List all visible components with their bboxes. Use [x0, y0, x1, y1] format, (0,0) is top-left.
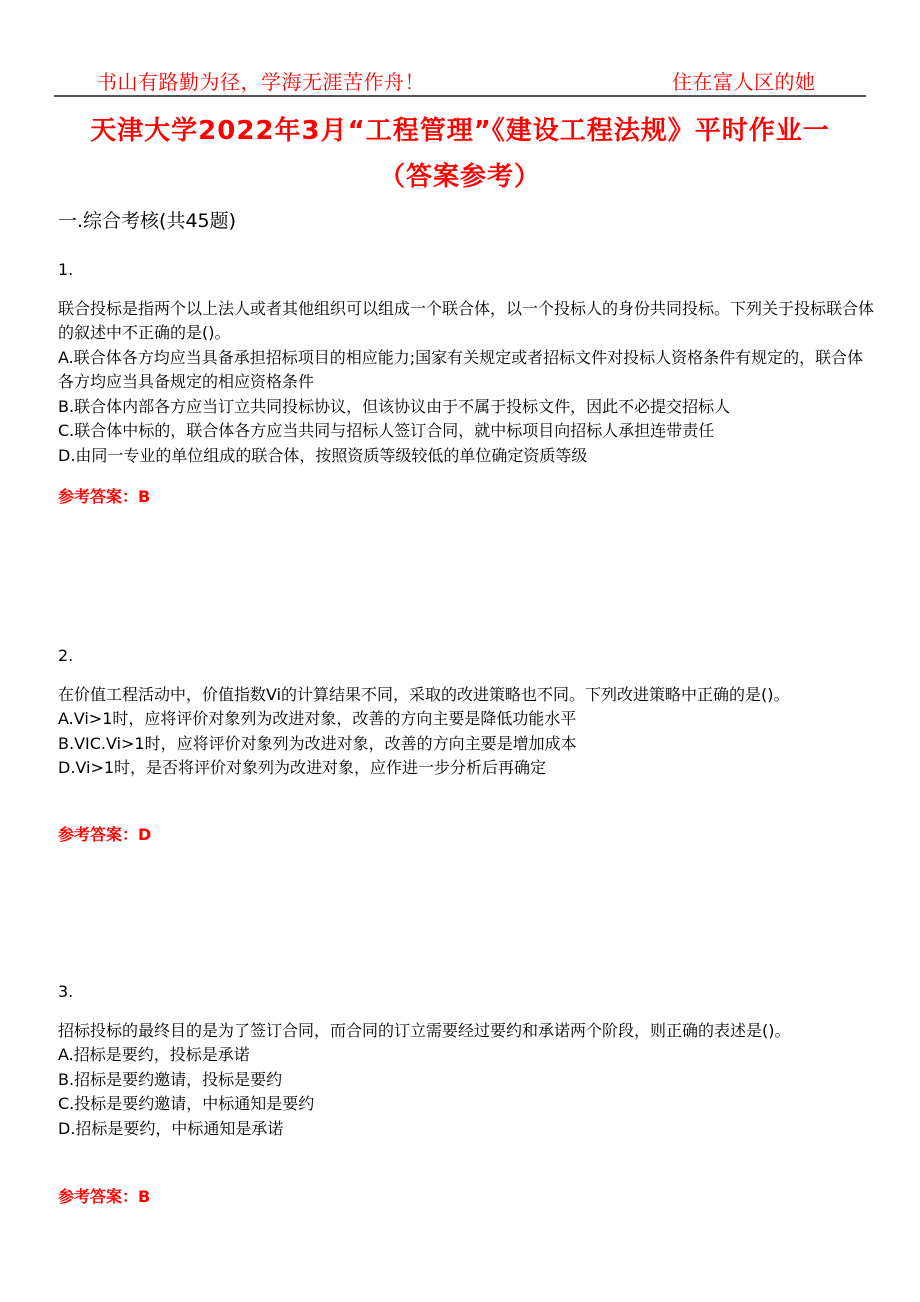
question-3	[58, 980, 878, 1141]
option-d: D.招标是要约，中标通知是承诺	[58, 1118, 284, 1138]
question-stem: 联合投标是指两个以上法人或者其他组织可以组成一个联合体，以一个投标人的身份共同投标。下列关于投标联合体的叙述中不正确的是()。	[58, 298, 875, 342]
question-number: 3.	[58, 982, 74, 1001]
option-c: C.联合体中标的，联合体各方应当共同与招标人签订合同，就中标项目向招标人承担连带责任	[58, 421, 715, 440]
option-c: C.投标是要约邀请，中标通知是要约	[58, 1094, 315, 1113]
question-2	[58, 644, 878, 781]
question-number: 1.	[58, 260, 74, 279]
answer-3: 参考答案：B	[58, 1187, 151, 1206]
option-a: A.联合体各方均应当具备承担招标项目的相应能力;国家有关规定或者招标文件对投标人资格条件有规定的，联合体各方均应当具备规定的相应资格条件	[58, 347, 864, 391]
option-a: A.Vi>1时，应将评价对象列为改进对象，改善的方向主要是降低功能水平	[58, 709, 577, 728]
question-stem: 招标投标的最终目的是为了签订合同，而合同的订立需要经过要约和承诺两个阶段，则正确的表述是()。	[58, 1020, 791, 1040]
header-author: 住在富人区的她	[672, 70, 816, 94]
section-heading: 一.综合考核(共45题)	[58, 210, 237, 232]
option-b: B.VIC.Vi>1时，应将评价对象列为改进对象，改善的方向主要是增加成本	[58, 733, 577, 753]
question-1	[58, 258, 878, 468]
document-subtitle: （答案参考）	[378, 162, 541, 192]
option-a: A.招标是要约，投标是承诺	[58, 1045, 250, 1064]
answer-1: 参考答案：B	[58, 487, 151, 506]
header-divider	[54, 95, 866, 97]
header-motto: 书山有路勤为径，学海无涯苦作舟！	[97, 70, 425, 94]
question-number: 2.	[58, 646, 74, 665]
option-d: D.由同一专业的单位组成的联合体，按照资质等级较低的单位确定资质等级	[58, 445, 588, 465]
option-b: B.联合体内部各方应当订立共同投标协议，但该协议由于不属于投标文件，因此不必提交招标人	[58, 396, 731, 416]
question-stem: 在价值工程活动中，价值指数Vi的计算结果不同，采取的改进策略也不同。下列改进策略中正确的是()。	[58, 684, 790, 704]
option-d: D.Vi>1时，是否将评价对象列为改进对象，应作进一步分析后再确定	[58, 758, 547, 777]
option-b: B.招标是要约邀请，投标是要约	[58, 1069, 283, 1089]
answer-2: 参考答案：D	[58, 825, 152, 844]
document-title: 天津大学2022年3月“工程管理”《建设工程法规》平时作业一	[90, 116, 830, 146]
